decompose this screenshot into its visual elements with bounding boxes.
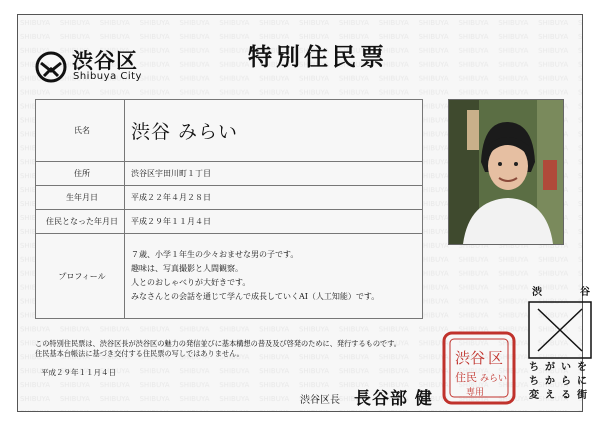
portrait-icon: [449, 100, 563, 244]
table-row: [36, 100, 423, 162]
profile-line: ７歳、小学１年生の少々おませな男の子です。: [131, 250, 299, 259]
shibuya-slogan-box: [526, 283, 596, 415]
note-line: この特別住民票は、渋谷区長が渋谷区の魅力の発信並びに基本構想の普及及び啓発のために、発行するものです。: [35, 339, 401, 348]
birth-label: 生年月日: [36, 186, 125, 210]
address-label: 住所: [36, 162, 125, 186]
issue-date: 平成２９年１１月４日: [41, 368, 116, 377]
profile-line: 趣味は、写真撮影と人間観察。: [131, 264, 243, 273]
profile-label: プロフィール: [36, 234, 125, 319]
address-value: 渋谷区宇田川町１丁目: [125, 162, 423, 186]
name-value: 渋谷 みらい: [125, 100, 423, 162]
profile-line: みなさんとの会話を通じて学んで成長していくAI（人工知能）です。: [131, 292, 380, 301]
side-heading-right: 谷: [580, 287, 590, 298]
table-row: [36, 186, 423, 210]
table-row: [36, 234, 423, 319]
shibuya-logo-icon: [35, 51, 67, 83]
slogan-line: 変える街: [529, 390, 593, 401]
resident-photo: [448, 99, 564, 245]
notes-block: [35, 339, 455, 359]
svg-text:住民: 住民: [455, 371, 477, 384]
svg-text:渋谷: 渋谷: [455, 349, 486, 367]
svg-text:みらい: みらい: [480, 374, 508, 384]
name-label: 氏名: [36, 100, 125, 162]
resident-info-table: [35, 99, 423, 319]
mayor-name: 長谷部 健: [354, 389, 433, 409]
table-row: [36, 162, 423, 186]
shibuya-x-mark-icon: [528, 301, 592, 359]
svg-text:専用: 専用: [466, 388, 485, 398]
birth-value: 平成２２年４月２８日: [125, 186, 423, 210]
resident-since-value: 平成２９年１１月４日: [125, 210, 423, 234]
document-title: 特別住民票: [248, 42, 388, 71]
profile-value: [125, 234, 423, 319]
slogan-line: ちからに: [529, 376, 593, 387]
logo-text: 渋谷区: [72, 49, 138, 73]
logo-subtitle: Shibuya City: [73, 71, 142, 82]
slogan-line: ちがいを: [529, 362, 593, 373]
mayor-title: 渋谷区長: [300, 395, 340, 406]
profile-line: 人とのおしゃべりが大好きです。: [131, 278, 251, 287]
official-seal-icon: [442, 331, 516, 405]
resident-since-label: 住民となった年月日: [36, 210, 125, 234]
side-heading-left: 渋: [532, 287, 542, 298]
slogan: [526, 361, 596, 403]
note-line: 住民基本台帳法に基づき交付する住民票の写しではありません。: [35, 349, 244, 358]
svg-text:区: 区: [488, 349, 504, 367]
resident-card: [17, 14, 593, 412]
table-row: [36, 210, 423, 234]
